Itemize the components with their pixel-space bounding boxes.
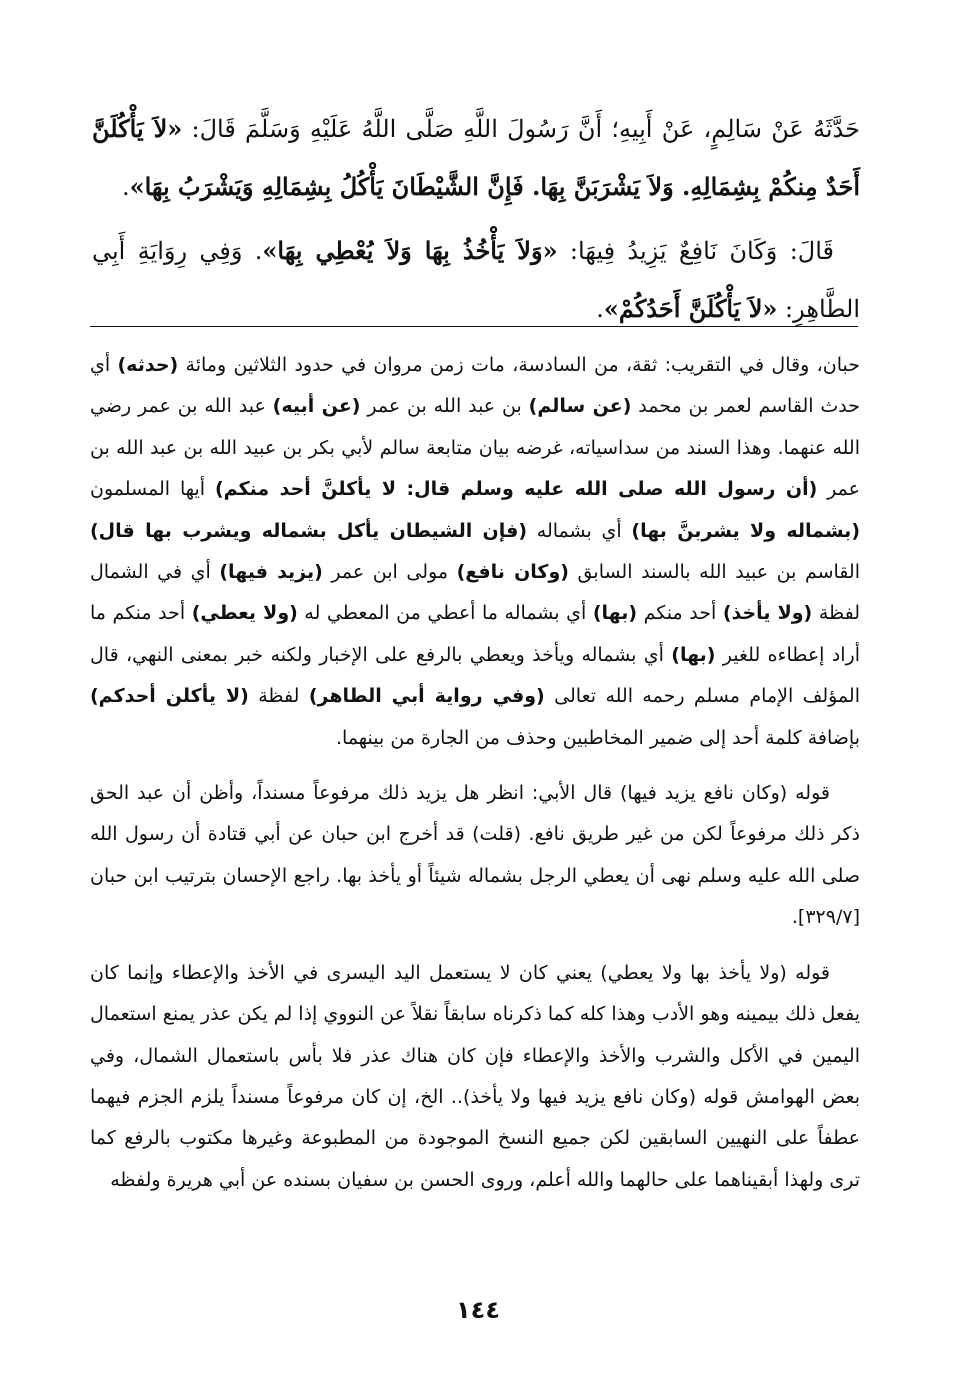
commentary-span: أيها المسلمون — [90, 478, 215, 501]
commentary-span: مولى ابن عمر — [322, 561, 457, 584]
commentary-span: حبان، وقال في التقريب: ثقة، من السادسة، مات زمن مروان في حدود الثلاثين ومائة — [178, 354, 860, 376]
commentary-term: (ولا يعطي) — [191, 602, 298, 625]
hadith-text — [92, 100, 860, 338]
commentary-paragraph-3: قوله (ولا يأخذ بها ولا يعطي) يعني كان لا يستعمل اليد اليسرى في الأخذ والإعطاء وإنما كان يفعل ذلك بيمينه وهو الأدب وهذا كله كما ذكرناه سابقاً نقلاً عن النووي إذا لم يكن عذر يمنع استعمال اليمين في الأكل والشرب والأخذ والإعطاء فإن كان هناك عذر فلا بأس باستعمال الشمال، وفي بعض الهوامش قوله (وكان نافع يزيد فيها ولا يأخذ).. الخ، إن كان مرفوعاً مسنداً يلزم الجزم فيهما عطفاً على النهيين السابقين لكن جميع النسخ الموجودة من المطبوعة وغيرها مكتوب بالرفع كما ترى ولهذا أبقيناهما على حالهما والله أعلم، وروى الحسن بن سفيان بسنده عن أبي هريرة ولفظه — [90, 961, 860, 1191]
commentary-paragraph-2: قوله (وكان نافع يزيد فيها) قال الأبي: انظر هل يزيد ذلك مرفوعاً مسنداً، وأظن أن عبد الحق ذكر ذلك مرفوعاً لكن من غير طريق نافع. (قلت) قد أخرج ابن حبان عن أبي قتادة أن رسول الله صلى الله عليه وسلم نهى أن يعطي الرجل بشماله شيئاً أو يأخذ بها. راجع الإحسان بترتيب ابن حبان [٣٢٩/٧]. — [90, 782, 860, 929]
hadith-narration: . وَفِي رِوَايَةِ أَبِي الطَّاهِرِ: — [92, 237, 860, 323]
commentary-span: أي بشماله ويأخذ ويعطي بالرفع على الإخبار ولكنه خبر بمعنى النهي، قال المؤلف الإمام مسلم رحمه الله تعالى — [90, 643, 860, 708]
hadith-narration: حَدَّثَهُ عَنْ سَالِمٍ، عَنْ أَبِيهِ؛ أَنَّ رَسُولَ اللَّهِ صَلَّى اللَّهُ عَلَيْهِ وَسَلَّمَ قَالَ: — [182, 115, 860, 143]
hadith-quote: «لاَ يَأْكُلَنَّ أَحَدٌ مِنكُمْ بِشِمَالِهِ. وَلاَ يَشْرَبَنَّ بِهَا. فَإِنَّ الشَّيْطَانَ يَأْكُلُ بِشِمَالِهِ وَيَشْرَبُ بِهَا» — [92, 114, 860, 201]
commentary-span: أي في الشمال لفظة — [90, 561, 861, 625]
commentary-span: أحد منكم ما أراد إعطاءه للغير — [90, 602, 860, 666]
hadith-quote: «لاَ يَأْكُلَنَّ أَحَدُكُمْ» — [603, 294, 778, 323]
commentary-term: (أن رسول الله صلى الله عليه وسلم قال: لا يأكلنَّ أحد منكم) — [214, 478, 818, 501]
hadith-paragraph-1 — [92, 100, 860, 216]
commentary-term: (فإن الشيطان يأكل بشماله ويشرب بها قال) — [90, 519, 528, 542]
page-number: ١٤٤ — [456, 1296, 500, 1324]
commentary-span: أحد منكم — [637, 602, 723, 625]
footnote-divider — [90, 326, 858, 327]
punctuation: . — [596, 295, 604, 323]
hadith-paragraph-2 — [92, 222, 860, 338]
commentary-term: (بها) — [671, 643, 716, 666]
commentary-term: (عن أبيه) — [272, 395, 361, 418]
commentary-term: (بشماله ولا يشربنَّ بها) — [631, 519, 861, 542]
commentary-term: (يزيد فيها) — [219, 561, 323, 584]
punctuation: . — [121, 173, 130, 201]
commentary-span: القاسم بن عبيد الله بالسند السابق — [568, 561, 860, 584]
commentary-term: (ولا يأخذ) — [722, 602, 813, 625]
commentary-term: (بها) — [592, 602, 638, 625]
commentary-span: عبد الله بن عمر رضي الله عنهما. وهذا السند من سداسياته، غرضه بيان متابعة سالم لأبي بكر بن عبيد الله بن عبد الله بن عمر — [90, 395, 860, 501]
commentary-span: بإضافة كلمة أحد إلى ضمير المخاطبين وحذف من الجارة من بينهما. — [335, 726, 860, 749]
commentary-term: (وكان نافع) — [456, 561, 569, 584]
commentary-term: (حدثه) — [117, 354, 179, 376]
commentary-span: أي بشماله ما أعطي من المعطي له — [297, 602, 593, 625]
commentary-span: لفظة — [248, 685, 309, 708]
hadith-quote: «وَلاَ يَأْخُذُ بِهَا وَلاَ يُعْطِي بِهَا» — [262, 236, 558, 265]
commentary-term: (لا يأكلن أحدكم) — [90, 685, 249, 708]
hadith-narration: قَالَ: وَكَانَ نَافِعٌ يَزِيدُ فِيهَا: — [557, 237, 835, 265]
commentary-span: أي بشماله — [527, 519, 632, 542]
commentary-span: بن عبد الله بن عمر — [360, 395, 529, 418]
commentary-span: أي حدث القاسم لعمر بن محمد — [90, 354, 860, 418]
commentary-text — [90, 345, 860, 1201]
commentary-term: (عن سالم) — [528, 395, 632, 418]
commentary-term: (وفي رواية أبي الطاهر) — [308, 685, 545, 708]
commentary-paragraph-1 — [90, 345, 860, 759]
